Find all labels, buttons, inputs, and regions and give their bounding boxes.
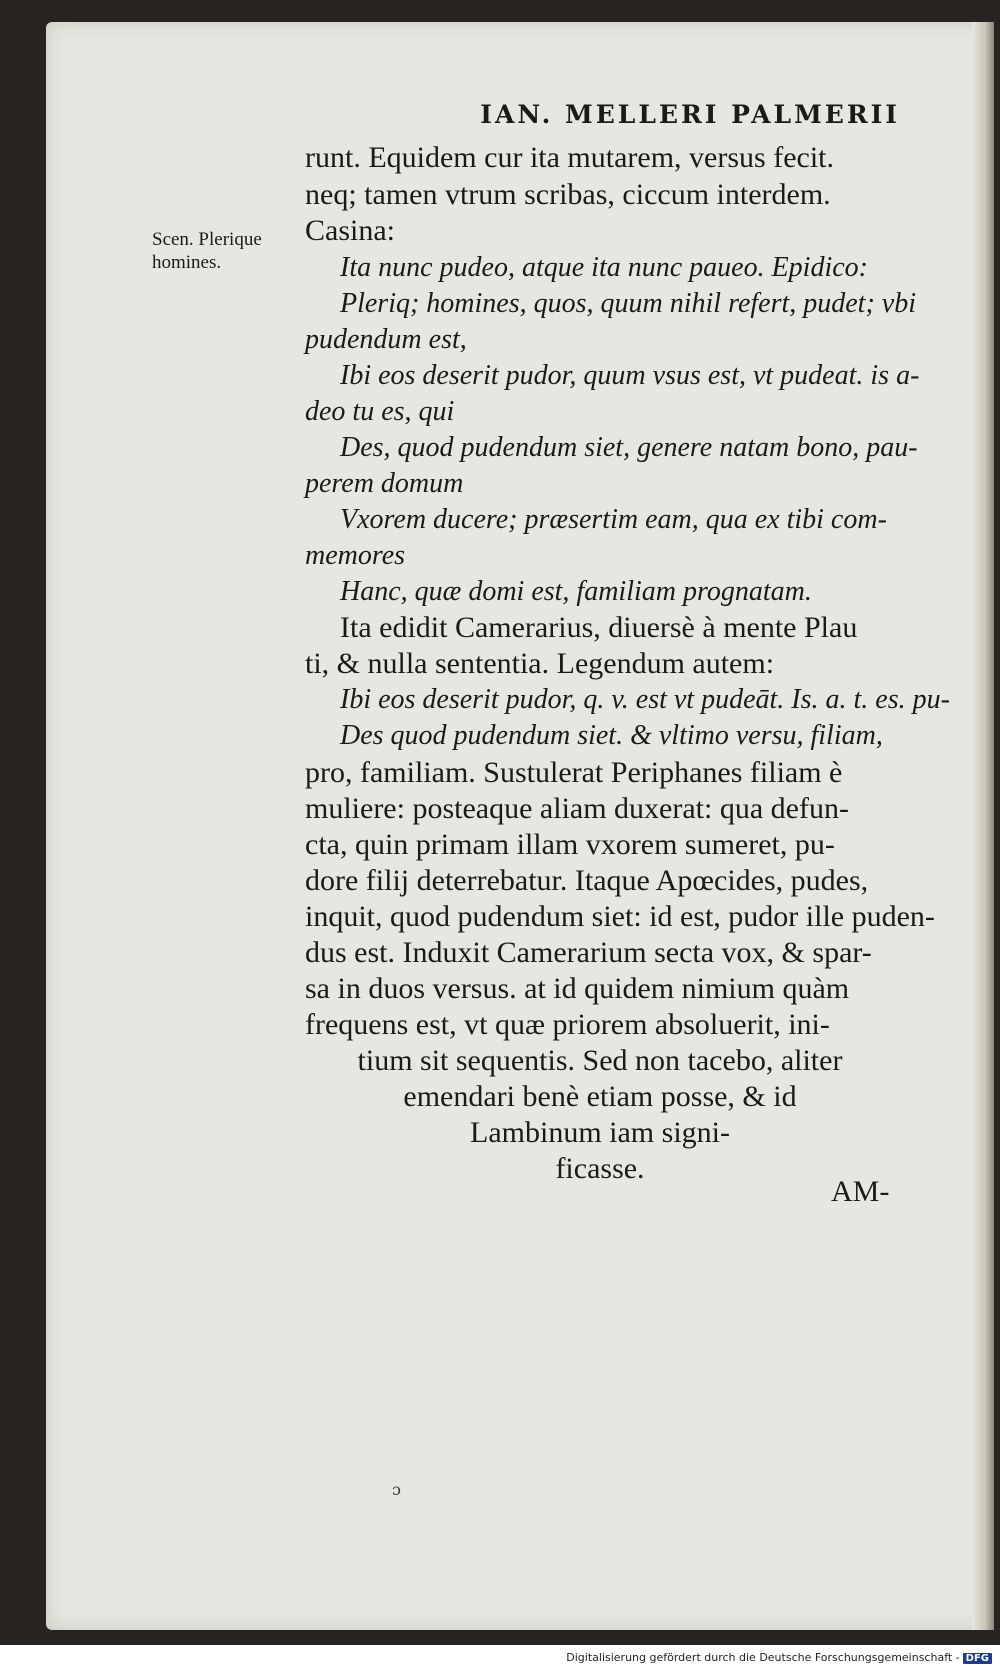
text-line: inquit, quod pudendum siet: id est, pudor ille puden- xyxy=(305,900,935,933)
text-line: muliere: posteaque aliam duxerat: qua defun- xyxy=(305,792,849,825)
text-line: dore filij deterrebatur. Itaque Apœcides, pudes, xyxy=(305,864,869,897)
text-line: Vxorem ducere; præsertim eam, qua ex tibi com- xyxy=(340,504,887,535)
text-line: Lambinum iam signi- xyxy=(470,1116,730,1149)
text-line: Ibi eos deserit pudor, quum vsus est, vt pudeat. is a- xyxy=(340,360,920,391)
text-line: tium sit sequentis. Sed non tacebo, aliter xyxy=(357,1044,843,1077)
text-line: Casina: xyxy=(305,214,395,247)
text-line: Ita edidit Camerarius, diuersè à mente Plau xyxy=(340,611,858,644)
text-line: Hanc, quæ domi est, familiam prognatam. xyxy=(340,576,812,607)
footer-text: Digitalisierung gefördert durch die Deutsche Forschungsgemeinschaft - xyxy=(566,1651,960,1664)
text-line: Ita nunc pudeo, atque ita nunc paueo. Epidico: xyxy=(340,252,868,283)
text-line: emendari benè etiam posse, & id xyxy=(403,1080,797,1113)
dfg-logo: DFG xyxy=(963,1653,992,1664)
text-line: runt. Equidem cur ita mutarem, versus fecit. xyxy=(305,141,834,174)
text-line: perem domum xyxy=(305,468,464,499)
text-line: ti, & nulla sententia. Legendum autem: xyxy=(305,647,775,680)
text-line: ficasse. xyxy=(555,1152,645,1185)
text-line: pudendum est, xyxy=(305,324,467,355)
text-line: Des quod pudendum siet. & vltimo versu, filiam, xyxy=(340,720,883,751)
text-line: frequens est, vt quæ priorem absoluerit, ini- xyxy=(305,1008,830,1041)
text-line: sa in duos versus. at id quidem nimium quàm xyxy=(305,972,850,1005)
text-line: Des, quod pudendum siet, genere natam bono, pau- xyxy=(340,432,918,463)
text-line: cta, quin primam illam vxorem sumeret, pu- xyxy=(305,828,835,861)
margin-note-line: Scen. Plerique xyxy=(152,229,262,250)
text-line: memores xyxy=(305,540,406,571)
running-head: IAN. MELLERI PALMERII xyxy=(480,100,900,129)
digitization-footer xyxy=(566,1651,992,1664)
signature-mark: ɔ xyxy=(392,1480,401,1499)
text-line: deo tu es, qui xyxy=(305,396,455,427)
catchword: AM- xyxy=(831,1175,890,1208)
text-line: pro, familiam. Sustulerat Periphanes filiam è xyxy=(305,756,843,789)
text-line: neq; tamen vtrum scribas, ciccum interdem. xyxy=(305,178,831,211)
text-line: Pleriq; homines, quos, quum nihil refert, pudet; vbi xyxy=(340,288,916,319)
text-line: dus est. Induxit Camerarium secta vox, & spar- xyxy=(305,936,872,969)
margin-note-line: homines. xyxy=(152,252,222,273)
margin-note xyxy=(152,228,307,274)
text-line: Ibi eos deserit pudor, q. v. est vt pudeāt. Is. a. t. es. pu- xyxy=(340,684,950,715)
page-gutter xyxy=(972,22,994,1630)
